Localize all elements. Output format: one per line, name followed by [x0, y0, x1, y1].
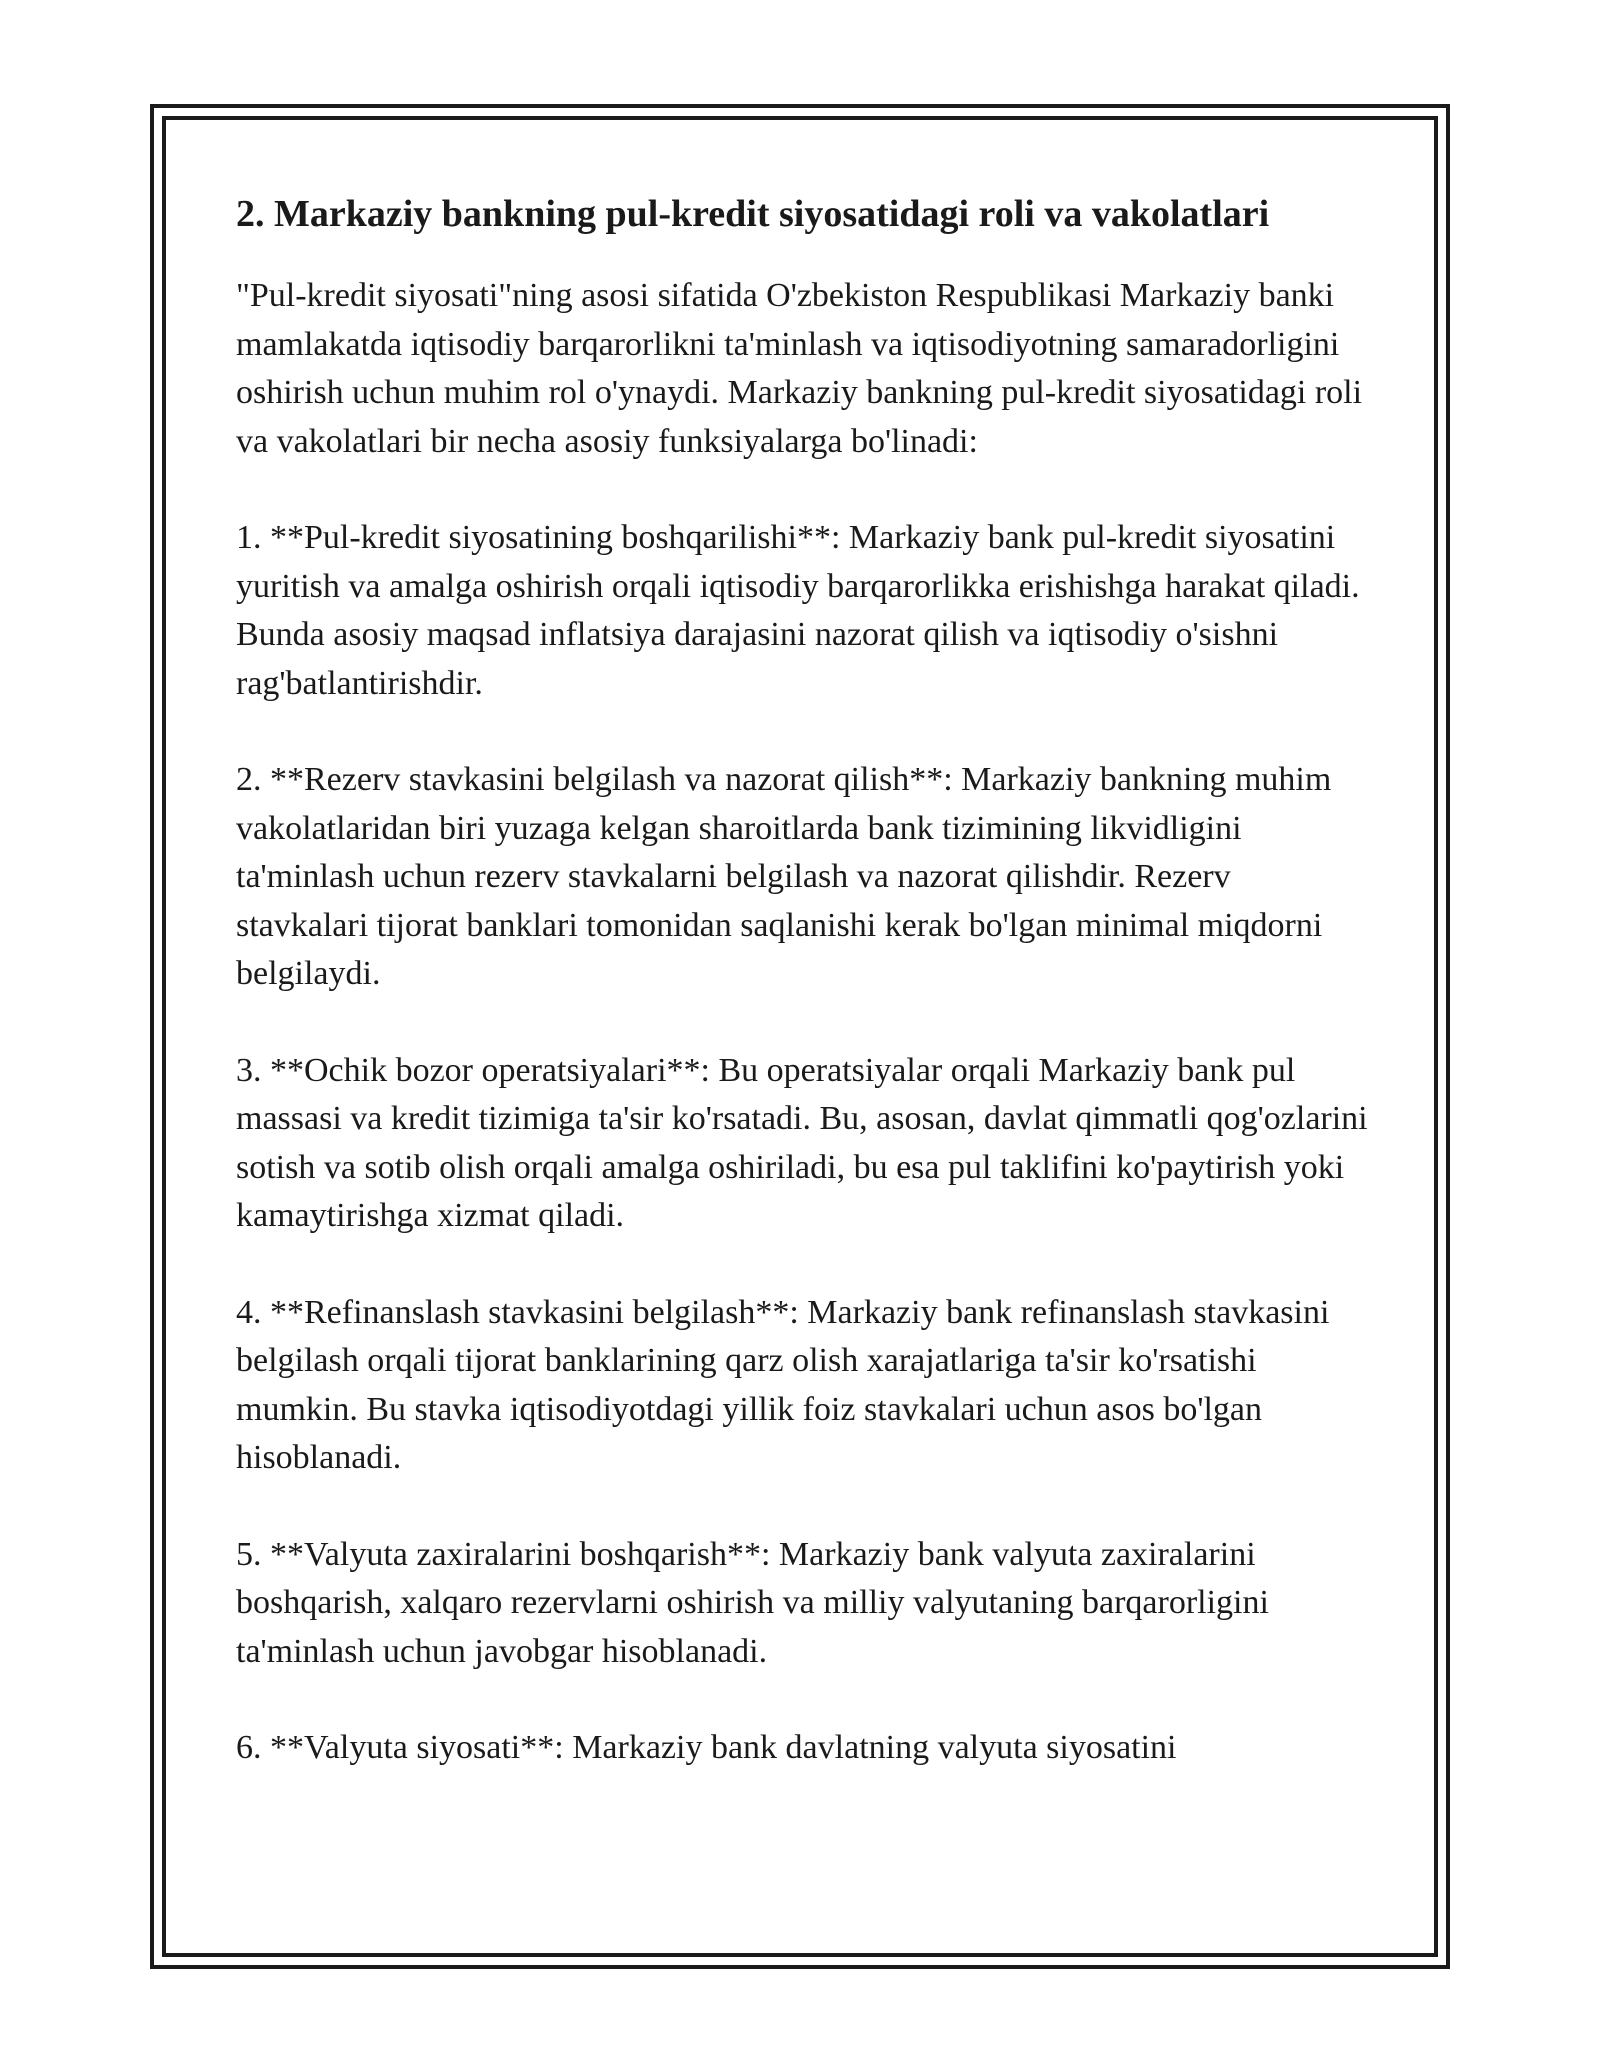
list-item-6: 6. **Valyuta siyosati**: Markaziy bank davlatning valyuta siyosatini: [236, 1729, 1177, 1766]
list-item-1: 1. **Pul-kredit siyosatining boshqarilishi**: Markaziy bank pul-kredit siyosatini yuritish va amalga oshirish orqali iqtisodiy barqarorlikka erishishga harakat qiladi. Bunda asosiy maqsad inflatsiya darajasini nazorat qilish va iqtisodiy o'sishni rag'batlantirishdir.: [236, 519, 1360, 702]
list-item-5: 5. **Valyuta zaxiralarini boshqarish**: Markaziy bank valyuta zaxiralarini boshqarish, xalqaro rezervlarni oshirish va milliy valyutaning barqarorligini ta'minlash uchun javobgar hisoblanadi.: [236, 1535, 1269, 1670]
list-item-2: 2. **Rezerv stavkasini belgilash va nazorat qilish**: Markaziy bankning muhim vakolatlaridan biri yuzaga kelgan sharoitlarda bank tizimining likvidligini ta'minlash uchun rezerv stavkalarni belgilash va nazorat qilishdir. Rezerv stavkalari tijorat banklari tomonidan saqlanishi kerak bo'lgan minimal miqdorni belgilaydi.: [236, 761, 1332, 992]
list-item-4: 4. **Refinanslash stavkasini belgilash**: Markaziy bank refinanslash stavkasini belgilash orqali tijorat banklarining qarz olish xarajatlariga ta'sir ko'rsatishi mumkin. Bu stavka iqtisodiyotdagi yillik foiz stavkalari uchun asos bo'lgan hisoblanadi.: [236, 1293, 1330, 1476]
intro-paragraph: "Pul-kredit siyosati"ning asosi sifatida O'zbekiston Respublikasi Markaziy banki mamlakatda iqtisodiy barqarorlikni ta'minlash va iqtisodiyotning samaradorligini oshirish uchun muhim rol o'ynaydi. Markaziy bankning pul-kredit siyosatidagi roli va vakolatlari bir necha asosiy funksiyalarga bo'linadi:: [236, 277, 1363, 460]
section-title: 2. Markaziy bankning pul-kredit siyosatidagi roli va vakolatlari: [236, 193, 1270, 235]
document-body: [236, 186, 1371, 1821]
list-item-3: 3. **Ochik bozor operatsiyalari**: Bu operatsiyalar orqali Markaziy bank pul massasi va kredit tizimiga ta'sir ko'rsatadi. Bu, asosan, davlat qimmatli qog'ozlarini sotish va sotib olish orqali amalga oshiriladi, bu esa pul taklifini ko'paytirish yoki kamaytirishga xizmat qiladi.: [236, 1051, 1368, 1234]
